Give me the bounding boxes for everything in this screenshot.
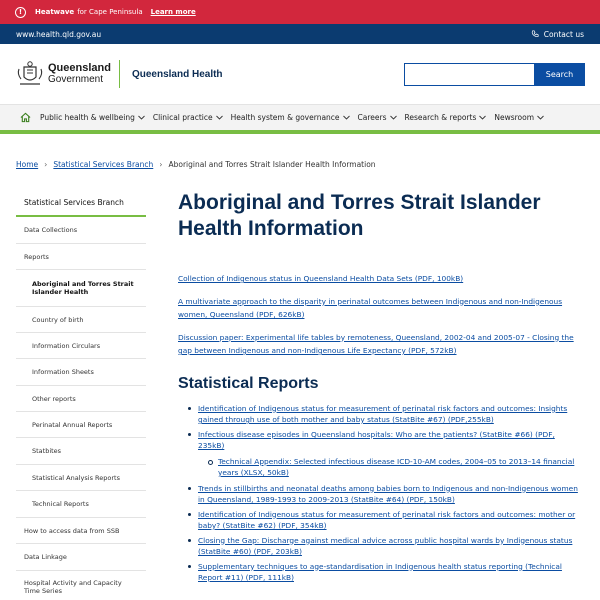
- nav-item-label: Health system & governance: [230, 113, 340, 122]
- report-sub-link[interactable]: Technical Appendix: Selected infectious disease ICD-10-AM codes, 2004–05 to 2013–14 financial years (XLSX, 50kB): [178, 456, 578, 479]
- nav-item-research-reports[interactable]: [405, 113, 487, 122]
- search-input[interactable]: [404, 63, 534, 86]
- nav-item-label: Public health & wellbeing: [40, 113, 135, 122]
- alert-title: Heatwave: [35, 8, 75, 16]
- contact-us-label: Contact us: [543, 29, 584, 39]
- breadcrumb-current: Aboriginal and Torres Strait Islander Health Information: [168, 160, 376, 169]
- breadcrumb: [16, 160, 376, 169]
- breadcrumb-parent-link[interactable]: Statistical Services Branch: [53, 160, 154, 169]
- sidebar-item-information-circulars[interactable]: Information Circulars: [16, 333, 146, 359]
- report-link[interactable]: Supplementary techniques to age-standardisation in Indigenous health status reporting (Technical Report #11) (PDF, 111kB): [178, 561, 578, 584]
- chevron-down-icon: [216, 115, 223, 120]
- report-link[interactable]: Identification of Indigenous status for measurement of perinatal risk factors and outcomes: mother or baby? (StatBite #62) (PDF, 354kB): [178, 509, 578, 532]
- nav-item-label: Clinical practice: [152, 113, 213, 122]
- chevron-down-icon: [138, 115, 145, 120]
- document-link[interactable]: Discussion paper: Experimental life tables by remoteness, Queensland, 2002-04 and 2005-07 - Closing the gap between Indigenous and non-Indigenous Life Expectancy (PDF, 572kB): [178, 332, 574, 355]
- nav-item-health-system[interactable]: [231, 113, 350, 122]
- sidebar-item-information-sheets[interactable]: Information Sheets: [16, 359, 146, 386]
- sidebar-item-perinatal-annual-reports[interactable]: Perinatal Annual Reports: [16, 412, 146, 438]
- section-title-statistical-reports: Statistical Reports: [178, 374, 319, 392]
- chevron-down-icon: [479, 115, 486, 120]
- department-name[interactable]: Queensland Health: [131, 68, 223, 80]
- gov-name-line1: Queensland: [48, 61, 111, 74]
- search-button[interactable]: Search: [534, 63, 585, 86]
- nav-accent-stripe: [0, 130, 600, 134]
- nav-item-label: Research & reports: [404, 113, 477, 122]
- nav-item-label: Newsroom: [494, 113, 535, 122]
- sidebar-item-atsi-health[interactable]: Aboriginal and Torres Strait Islander Health: [16, 270, 146, 307]
- sidebar-nav: [16, 190, 146, 600]
- phone-icon: [531, 30, 539, 38]
- report-link[interactable]: Trends in stillbirths and neonatal deaths among babies born to Indigenous and non-Indigenous women in Queensland, 1989-1993 to 2009-2013 (StatBite #64) (PDF, 150kB): [178, 483, 578, 506]
- main-content: [178, 190, 578, 587]
- nav-item-public-health[interactable]: [40, 113, 145, 122]
- site-url-link[interactable]: www.health.qld.gov.au: [16, 29, 102, 39]
- sidebar-item-statistical-analysis-reports[interactable]: Statistical Analysis Reports: [16, 465, 146, 491]
- reports-list: [178, 403, 578, 584]
- sidebar-title[interactable]: Statistical Services Branch: [16, 190, 146, 217]
- report-link[interactable]: Closing the Gap: Discharge against medical advice across public hospital wards by Indigenous status (StatBite #60) (PDF, 203kB): [178, 535, 578, 558]
- sidebar-item-hospital-activity[interactable]: Hospital Activity and Capacity Time Series: [16, 571, 146, 600]
- nav-item-newsroom[interactable]: [494, 113, 544, 122]
- chevron-right-icon: ›: [44, 160, 48, 169]
- site-search: [404, 63, 585, 86]
- alert-learn-more-link[interactable]: Learn more: [150, 8, 196, 16]
- nav-item-clinical-practice[interactable]: [153, 113, 223, 122]
- gov-name-line2: Government: [48, 73, 104, 85]
- header-divider: [119, 60, 120, 88]
- sidebar-item-statbites[interactable]: Statbites: [16, 438, 146, 465]
- document-link[interactable]: Collection of Indigenous status in Queensland Health Data Sets (PDF, 100kB): [178, 274, 464, 283]
- nav-item-careers[interactable]: [358, 113, 397, 122]
- nav-item-label: Careers: [357, 113, 387, 122]
- sidebar-item-data-collections[interactable]: Data Collections: [16, 217, 146, 244]
- utility-bar: [0, 24, 600, 44]
- sidebar-item-data-linkage[interactable]: Data Linkage: [16, 544, 146, 571]
- alert-banner: [0, 0, 600, 24]
- chevron-right-icon: ›: [159, 160, 163, 169]
- chevron-down-icon: [537, 115, 544, 120]
- main-nav: [0, 104, 600, 130]
- chevron-down-icon: [390, 115, 397, 120]
- sidebar-item-access-data[interactable]: How to access data from SSB: [16, 518, 146, 544]
- sidebar-item-technical-reports[interactable]: Technical Reports: [16, 491, 146, 518]
- sidebar-item-other-reports[interactable]: Other reports: [16, 386, 146, 412]
- page-title: Aboriginal and Torres Strait Islander Health Information: [178, 191, 541, 240]
- chevron-down-icon: [343, 115, 350, 120]
- report-link[interactable]: Identification of Indigenous status for measurement of perinatal risk factors and outcomes: Insights gained through use of both mother and baby status (StatBite #67) (PDF,255kB): [178, 403, 578, 426]
- document-links: [178, 272, 578, 358]
- report-link[interactable]: Infectious disease episodes in Queensland hospitals: Who are the patients? (StatBite #66) (PDF, 235kB): [178, 429, 578, 452]
- breadcrumb-home-link[interactable]: Home: [16, 160, 39, 169]
- document-link[interactable]: A multivariate approach to the disparity in perinatal outcomes between Indigenous and non-Indigenous women, Queensland (PDF, 626kB): [178, 296, 563, 319]
- government-name: [48, 63, 111, 85]
- alert-icon: !: [15, 7, 26, 18]
- queensland-crest-logo[interactable]: [16, 59, 44, 89]
- sidebar-item-country-of-birth[interactable]: Country of birth: [16, 307, 146, 333]
- contact-us-link[interactable]: [531, 30, 584, 39]
- home-icon[interactable]: [20, 112, 31, 123]
- sidebar-item-reports[interactable]: Reports: [16, 244, 146, 270]
- alert-text: for Cape Peninsula: [77, 8, 143, 16]
